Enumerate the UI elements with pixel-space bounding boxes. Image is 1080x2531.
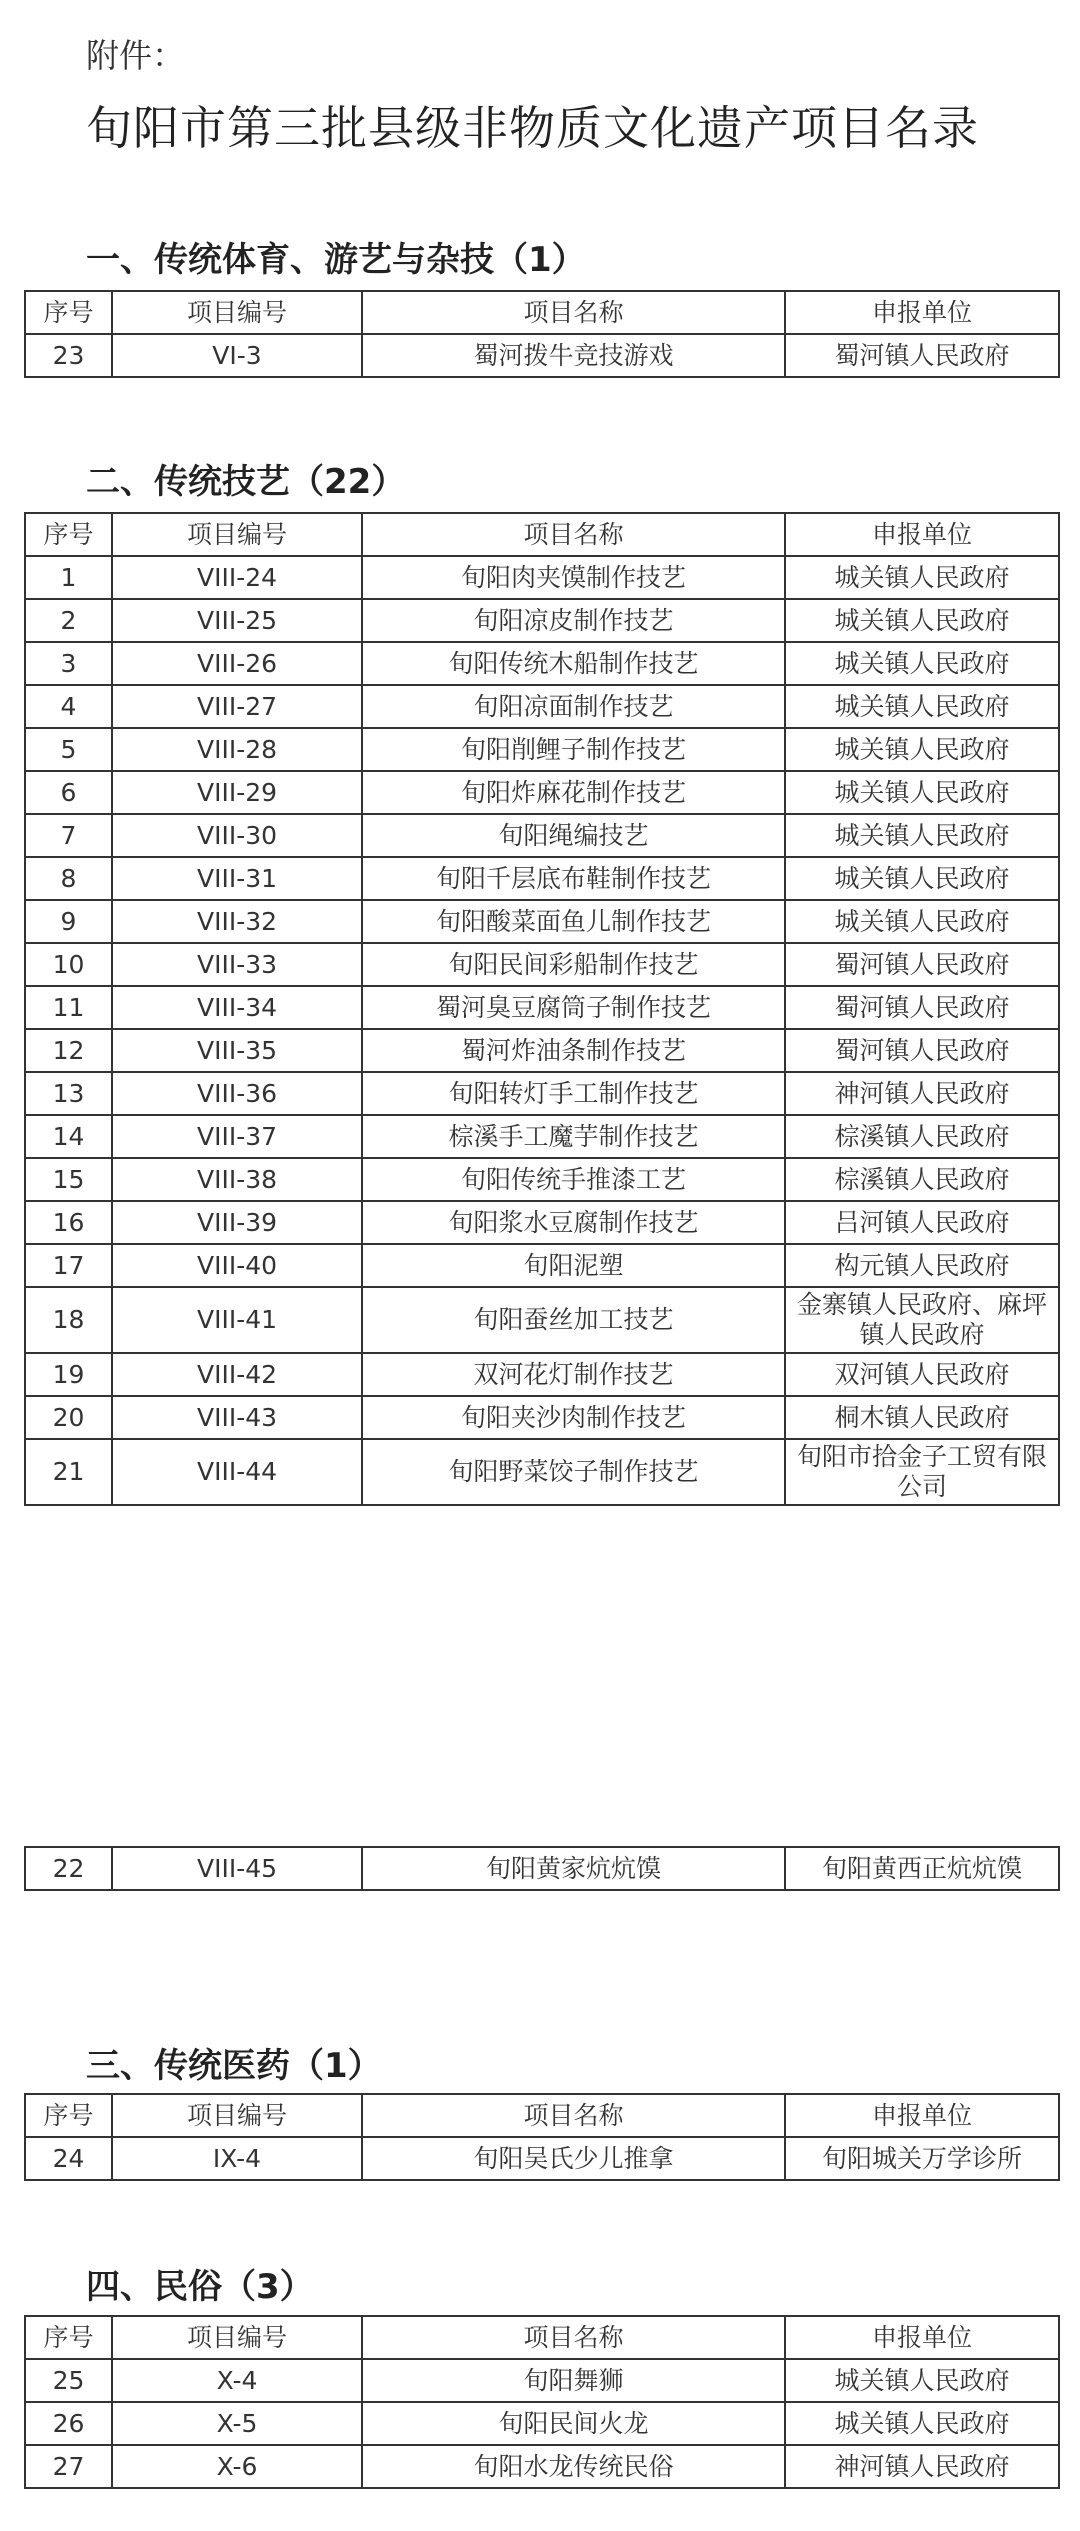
cell-name: 旬阳水龙传统民俗 <box>362 2445 785 2488</box>
cell-name: 旬阳夹沙肉制作技艺 <box>362 1396 785 1439</box>
cell-code: VIII-26 <box>112 642 362 685</box>
section-title-sports: 一、传统体育、游艺与杂技（1） <box>86 240 586 280</box>
header-name: 项目名称 <box>362 513 785 556</box>
cell-code: VIII-44 <box>112 1439 362 1505</box>
cell-no: 6 <box>25 771 112 814</box>
cell-no: 2 <box>25 599 112 642</box>
cell-no: 25 <box>25 2359 112 2402</box>
cell-name: 蜀河炸油条制作技艺 <box>362 1029 785 1072</box>
table-header-row <box>25 513 1059 556</box>
cell-no: 11 <box>25 986 112 1029</box>
cell-code: X-5 <box>112 2402 362 2445</box>
cell-name: 旬阳黄家炕炕馍 <box>362 1847 785 1890</box>
header-no: 序号 <box>25 513 112 556</box>
cell-no: 21 <box>25 1439 112 1505</box>
cell-unit: 城关镇人民政府 <box>785 728 1059 771</box>
cell-name: 旬阳民间彩船制作技艺 <box>362 943 785 986</box>
table-header-row <box>25 2316 1059 2359</box>
table-row <box>25 771 1059 814</box>
table-row <box>25 2445 1059 2488</box>
header-code: 项目编号 <box>112 2094 362 2137</box>
cell-no: 27 <box>25 2445 112 2488</box>
cell-unit: 城关镇人民政府 <box>785 857 1059 900</box>
cell-code: VIII-30 <box>112 814 362 857</box>
cell-unit: 双河镇人民政府 <box>785 1353 1059 1396</box>
table-row <box>25 986 1059 1029</box>
cell-no: 20 <box>25 1396 112 1439</box>
cell-unit: 城关镇人民政府 <box>785 685 1059 728</box>
cell-code: VIII-43 <box>112 1396 362 1439</box>
cell-code: VIII-34 <box>112 986 362 1029</box>
cell-name: 旬阳泥塑 <box>362 1244 785 1287</box>
cell-name: 旬阳炸麻花制作技艺 <box>362 771 785 814</box>
cell-no: 10 <box>25 943 112 986</box>
cell-no: 17 <box>25 1244 112 1287</box>
cell-name: 旬阳凉面制作技艺 <box>362 685 785 728</box>
table-row <box>25 943 1059 986</box>
cell-code: X-4 <box>112 2359 362 2402</box>
cell-no: 23 <box>25 334 112 377</box>
cell-name: 旬阳千层底布鞋制作技艺 <box>362 857 785 900</box>
cell-unit: 城关镇人民政府 <box>785 900 1059 943</box>
cell-no: 1 <box>25 556 112 599</box>
cell-no: 8 <box>25 857 112 900</box>
cell-name: 旬阳浆水豆腐制作技艺 <box>362 1201 785 1244</box>
header-no: 序号 <box>25 2316 112 2359</box>
table-header-row <box>25 2094 1059 2137</box>
cell-unit: 金寨镇人民政府、麻坪镇人民政府 <box>785 1287 1059 1353</box>
table-row <box>25 334 1059 377</box>
cell-name: 旬阳酸菜面鱼儿制作技艺 <box>362 900 785 943</box>
cell-code: VIII-25 <box>112 599 362 642</box>
cell-unit: 蜀河镇人民政府 <box>785 1029 1059 1072</box>
cell-code: VIII-33 <box>112 943 362 986</box>
cell-no: 13 <box>25 1072 112 1115</box>
table-row <box>25 1158 1059 1201</box>
cell-name: 旬阳转灯手工制作技艺 <box>362 1072 785 1115</box>
document-title: 旬阳市第三批县级非物质文化遗产项目名录 <box>86 101 979 155</box>
cell-code: VIII-36 <box>112 1072 362 1115</box>
cell-code: VIII-37 <box>112 1115 362 1158</box>
cell-no: 7 <box>25 814 112 857</box>
cell-unit: 桐木镇人民政府 <box>785 1396 1059 1439</box>
cell-code: VIII-42 <box>112 1353 362 1396</box>
cell-no: 3 <box>25 642 112 685</box>
cell-name: 蜀河臭豆腐筒子制作技艺 <box>362 986 785 1029</box>
cell-unit: 构元镇人民政府 <box>785 1244 1059 1287</box>
cell-code: VIII-28 <box>112 728 362 771</box>
cell-unit: 旬阳黄西正炕炕馍 <box>785 1847 1059 1890</box>
cell-code: VIII-39 <box>112 1201 362 1244</box>
table-row <box>25 685 1059 728</box>
cell-no: 12 <box>25 1029 112 1072</box>
header-no: 序号 <box>25 291 112 334</box>
table-row <box>25 1115 1059 1158</box>
section-title-crafts: 二、传统技艺（22） <box>86 462 406 502</box>
table-row <box>25 2402 1059 2445</box>
cell-name: 旬阳传统手推漆工艺 <box>362 1158 785 1201</box>
cell-name: 旬阳野菜饺子制作技艺 <box>362 1439 785 1505</box>
cell-name: 旬阳舞狮 <box>362 2359 785 2402</box>
cell-name: 旬阳绳编技艺 <box>362 814 785 857</box>
cell-name: 旬阳吴氏少儿推拿 <box>362 2137 785 2180</box>
cell-no: 14 <box>25 1115 112 1158</box>
cell-name: 双河花灯制作技艺 <box>362 1353 785 1396</box>
cell-no: 18 <box>25 1287 112 1353</box>
cell-no: 4 <box>25 685 112 728</box>
table-row <box>25 1201 1059 1244</box>
cell-code: VI-3 <box>112 334 362 377</box>
header-name: 项目名称 <box>362 2094 785 2137</box>
cell-code: VIII-38 <box>112 1158 362 1201</box>
cell-code: VIII-35 <box>112 1029 362 1072</box>
cell-name: 旬阳凉皮制作技艺 <box>362 599 785 642</box>
cell-code: VIII-27 <box>112 685 362 728</box>
cell-unit: 城关镇人民政府 <box>785 599 1059 642</box>
table-row <box>25 728 1059 771</box>
attachment-label: 附件： <box>86 36 185 75</box>
table-row <box>25 1029 1059 1072</box>
table-row <box>25 1847 1059 1890</box>
cell-no: 19 <box>25 1353 112 1396</box>
cell-no: 22 <box>25 1847 112 1890</box>
cell-code: VIII-24 <box>112 556 362 599</box>
table-crafts <box>24 512 1060 1506</box>
cell-unit: 旬阳城关万学诊所 <box>785 2137 1059 2180</box>
table-row <box>25 900 1059 943</box>
cell-unit: 棕溪镇人民政府 <box>785 1115 1059 1158</box>
cell-name: 旬阳蚕丝加工技艺 <box>362 1287 785 1353</box>
cell-no: 16 <box>25 1201 112 1244</box>
table-sports <box>24 290 1060 378</box>
table-folk <box>24 2315 1060 2489</box>
header-unit: 申报单位 <box>785 2094 1059 2137</box>
cell-unit: 城关镇人民政府 <box>785 556 1059 599</box>
table-row <box>25 1396 1059 1439</box>
table-row <box>25 2359 1059 2402</box>
cell-no: 5 <box>25 728 112 771</box>
cell-code: IX-4 <box>112 2137 362 2180</box>
header-code: 项目编号 <box>112 2316 362 2359</box>
table-row <box>25 642 1059 685</box>
cell-unit: 城关镇人民政府 <box>785 771 1059 814</box>
cell-unit: 旬阳市拾金子工贸有限公司 <box>785 1439 1059 1505</box>
header-unit: 申报单位 <box>785 2316 1059 2359</box>
cell-unit: 蜀河镇人民政府 <box>785 943 1059 986</box>
cell-code: VIII-40 <box>112 1244 362 1287</box>
header-unit: 申报单位 <box>785 291 1059 334</box>
table-row <box>25 1287 1059 1353</box>
cell-unit: 蜀河镇人民政府 <box>785 986 1059 1029</box>
cell-code: VIII-32 <box>112 900 362 943</box>
header-code: 项目编号 <box>112 291 362 334</box>
header-unit: 申报单位 <box>785 513 1059 556</box>
cell-no: 26 <box>25 2402 112 2445</box>
cell-name: 棕溪手工魔芋制作技艺 <box>362 1115 785 1158</box>
cell-name: 旬阳削鲤子制作技艺 <box>362 728 785 771</box>
header-no: 序号 <box>25 2094 112 2137</box>
cell-unit: 棕溪镇人民政府 <box>785 1158 1059 1201</box>
table-row <box>25 2137 1059 2180</box>
table-row <box>25 814 1059 857</box>
cell-code: VIII-45 <box>112 1847 362 1890</box>
cell-code: VIII-29 <box>112 771 362 814</box>
table-row <box>25 556 1059 599</box>
cell-no: 24 <box>25 2137 112 2180</box>
table-medicine <box>24 2093 1060 2181</box>
cell-unit: 神河镇人民政府 <box>785 1072 1059 1115</box>
section-title-medicine: 三、传统医药（1） <box>86 2046 382 2086</box>
cell-unit: 城关镇人民政府 <box>785 2359 1059 2402</box>
cell-name: 旬阳民间火龙 <box>362 2402 785 2445</box>
table-row <box>25 1439 1059 1505</box>
table-row <box>25 1072 1059 1115</box>
section-title-folk: 四、民俗（3） <box>86 2267 314 2307</box>
table-row <box>25 1244 1059 1287</box>
header-code: 项目编号 <box>112 513 362 556</box>
table-row <box>25 1353 1059 1396</box>
cell-name: 蜀河拨牛竞技游戏 <box>362 334 785 377</box>
table-row <box>25 857 1059 900</box>
header-name: 项目名称 <box>362 291 785 334</box>
cell-unit: 神河镇人民政府 <box>785 2445 1059 2488</box>
cell-code: VIII-31 <box>112 857 362 900</box>
cell-no: 15 <box>25 1158 112 1201</box>
cell-unit: 城关镇人民政府 <box>785 814 1059 857</box>
table-header-row <box>25 291 1059 334</box>
cell-code: VIII-41 <box>112 1287 362 1353</box>
cell-code: X-6 <box>112 2445 362 2488</box>
cell-name: 旬阳肉夹馍制作技艺 <box>362 556 785 599</box>
cell-no: 9 <box>25 900 112 943</box>
cell-unit: 城关镇人民政府 <box>785 642 1059 685</box>
cell-name: 旬阳传统木船制作技艺 <box>362 642 785 685</box>
table-row <box>25 599 1059 642</box>
header-name: 项目名称 <box>362 2316 785 2359</box>
cell-unit: 蜀河镇人民政府 <box>785 334 1059 377</box>
cell-unit: 吕河镇人民政府 <box>785 1201 1059 1244</box>
table-crafts-continued <box>24 1846 1060 1891</box>
cell-unit: 城关镇人民政府 <box>785 2402 1059 2445</box>
